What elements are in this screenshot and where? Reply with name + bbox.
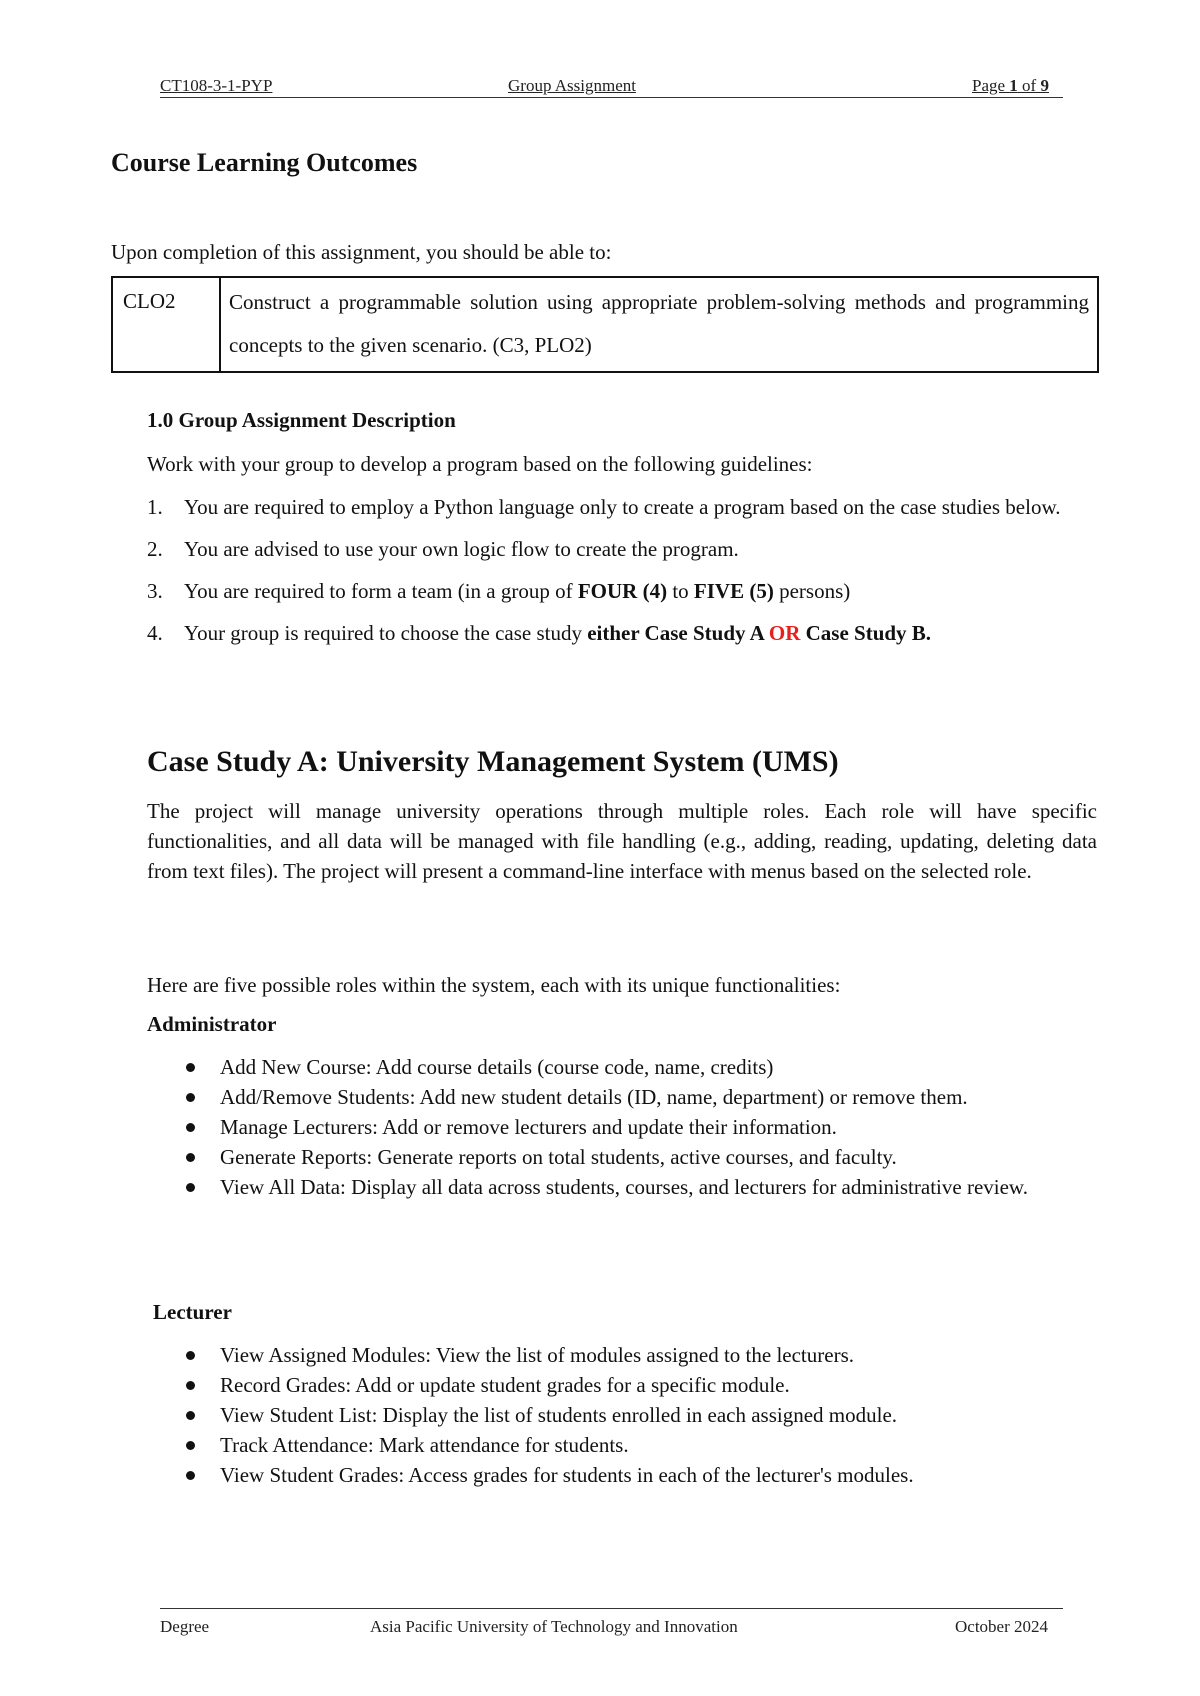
bullet-icon xyxy=(186,1441,195,1450)
guideline-item: 4. Your group is required to choose the case study either Case Study A OR Case Study B. xyxy=(147,621,932,645)
footer-institution: Asia Pacific University of Technology and Innovation xyxy=(370,1617,738,1636)
bullet-icon xyxy=(186,1153,195,1162)
administrator-heading: Administrator xyxy=(147,1012,277,1036)
guideline-item: 2. You are advised to use your own logic flow to create the program. xyxy=(147,537,739,561)
list-item: Add/Remove Students: Add new student details (ID, name, department) or remove them. xyxy=(182,1082,1097,1112)
bullet-icon xyxy=(186,1183,195,1192)
lecturer-list xyxy=(182,1340,1097,1490)
bullet-icon xyxy=(186,1123,195,1132)
bullet-icon xyxy=(186,1471,195,1480)
clo-intro: Upon completion of this assignment, you should be able to: xyxy=(111,240,612,264)
clo-section-title: Course Learning Outcomes xyxy=(111,148,418,177)
footer-date: October 2024 xyxy=(955,1617,1049,1636)
bullet-icon xyxy=(186,1411,195,1420)
list-item: Manage Lecturers: Add or remove lecturers and update their information. xyxy=(182,1112,1097,1142)
description-heading: 1.0 Group Assignment Description xyxy=(147,408,456,432)
lecturer-heading: Lecturer xyxy=(153,1300,232,1324)
list-item: Track Attendance: Mark attendance for students. xyxy=(182,1430,1097,1460)
list-item: View All Data: Display all data across students, courses, and lecturers for administrative review. xyxy=(182,1172,1097,1202)
header-page-number: Page 1 of 9 xyxy=(972,76,1049,95)
header-doc-type: Group Assignment xyxy=(508,76,636,95)
header-course-code: CT108-3-1-PYP xyxy=(160,76,273,95)
clo-table-row xyxy=(112,277,1098,372)
guidelines-list xyxy=(147,486,1097,654)
clo-code-cell: CLO2 xyxy=(112,277,220,372)
header-rule xyxy=(160,97,1063,98)
guideline-item: 1. You are required to employ a Python language only to create a program based on the case studies below. xyxy=(147,495,1061,519)
list-item: Record Grades: Add or update student grades for a specific module. xyxy=(182,1370,1097,1400)
clo-table xyxy=(111,276,1099,373)
list-item: Generate Reports: Generate reports on total students, active courses, and faculty. xyxy=(182,1142,1097,1172)
or-emphasis: OR xyxy=(768,621,801,645)
roles-intro: Here are five possible roles within the system, each with its unique functionalities: xyxy=(147,973,841,997)
list-item: View Student List: Display the list of students enrolled in each assigned module. xyxy=(182,1400,1097,1430)
list-item: Add New Course: Add course details (course code, name, credits) xyxy=(182,1052,1097,1082)
clo-description-cell: Construct a programmable solution using appropriate problem-solving methods and programming concepts to the given scenario. (C3, PLO2) xyxy=(220,277,1098,372)
bullet-icon xyxy=(186,1093,195,1102)
bullet-icon xyxy=(186,1351,195,1360)
case-study-overview: The project will manage university operations through multiple roles. Each role will have specific functionalities, and all data will be managed with file handling (e.g., adding, reading, updating, deleting data from text files). The project will present a command-line interface with menus based on the selected role. xyxy=(147,799,1097,883)
footer-level: Degree xyxy=(160,1617,210,1636)
footer-rule xyxy=(160,1608,1063,1609)
bullet-icon xyxy=(186,1063,195,1072)
list-item: View Assigned Modules: View the list of modules assigned to the lecturers. xyxy=(182,1340,1097,1370)
case-study-title: Case Study A: University Management System (UMS) xyxy=(147,745,839,778)
guideline-item: 3. You are required to form a team (in a group of FOUR (4) to FIVE (5) persons) xyxy=(147,579,851,603)
description-intro: Work with your group to develop a program based on the following guidelines: xyxy=(147,452,813,476)
bullet-icon xyxy=(186,1381,195,1390)
administrator-list xyxy=(182,1052,1097,1202)
list-item: View Student Grades: Access grades for students in each of the lecturer's modules. xyxy=(182,1460,1097,1490)
